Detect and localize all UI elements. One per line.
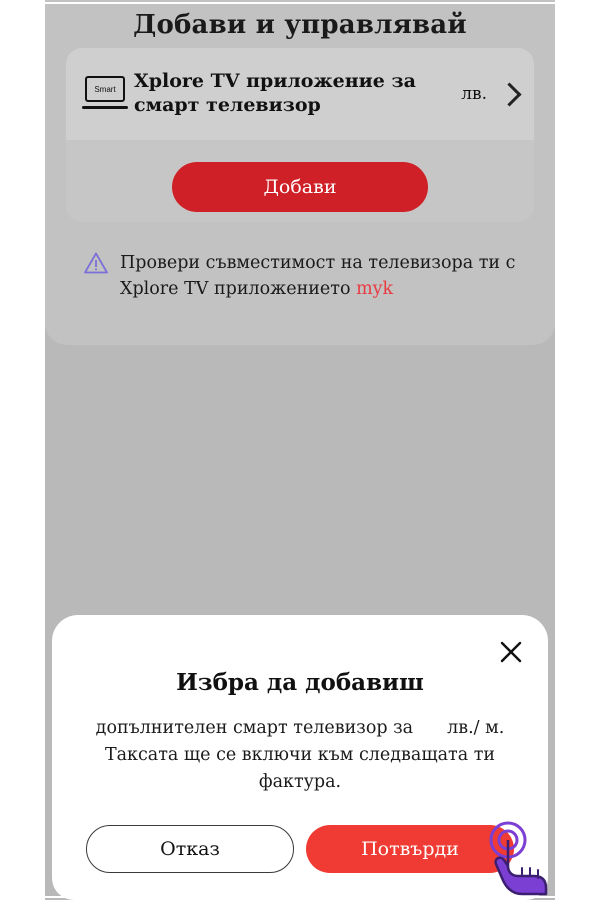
smart-tv-icon-stand <box>82 106 128 109</box>
product-row[interactable] <box>66 48 534 140</box>
product-name: Xplore TV приложение за смарт телевизор <box>134 70 416 116</box>
close-icon[interactable] <box>496 637 526 667</box>
warning-triangle-icon <box>84 252 108 274</box>
add-button[interactable]: Добави <box>172 162 428 212</box>
compatibility-notice-text <box>120 250 534 303</box>
cancel-button[interactable]: Отказ <box>86 825 294 873</box>
notice-line-1: Провери съвместимост на телевизора ти с <box>120 253 516 273</box>
compatibility-notice <box>66 250 534 303</box>
notice-line-2: Xplore TV приложението <box>120 279 357 300</box>
chevron-right-icon[interactable] <box>497 82 521 106</box>
sheet-title: Избра да добавиш <box>176 669 424 696</box>
confirm-bottom-sheet <box>52 615 548 900</box>
confirm-button[interactable]: Потвърди <box>306 825 514 873</box>
product-card <box>66 48 534 222</box>
sheet-body-part2: м. Таксата ще се включи към следващата ти фактура. <box>104 718 505 793</box>
page-title: Добави и управлявай <box>133 10 467 40</box>
sheet-body-part1: допълнителен смарт телевизор за <box>95 718 414 738</box>
product-price: лв. <box>461 84 487 104</box>
sheet-actions <box>86 825 514 873</box>
sheet-body-price: лв./ <box>447 718 480 738</box>
sheet-body <box>92 715 508 796</box>
smart-tv-icon-label: Smart <box>85 76 125 102</box>
smart-tv-icon <box>82 76 128 112</box>
brand-label: myk <box>356 279 394 300</box>
